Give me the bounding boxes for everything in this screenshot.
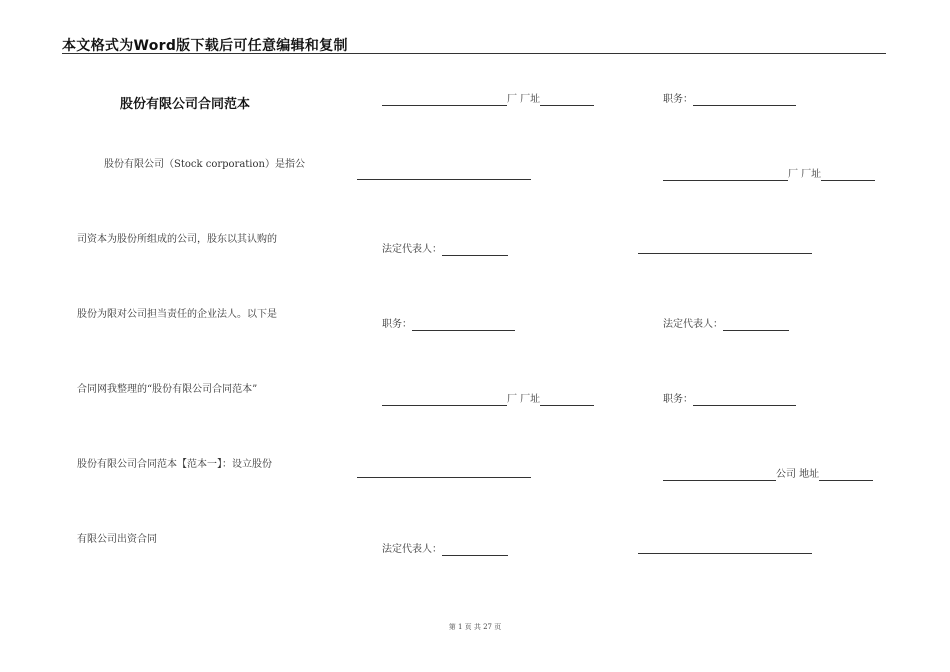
legal-rep-label: 法定代表人： <box>382 244 442 255</box>
blank-line <box>821 169 875 181</box>
signature-line <box>638 253 812 254</box>
blank-line <box>540 394 594 406</box>
paragraph-line: 合同网我整理的“股份有限公司合同范本” <box>77 384 258 395</box>
position-field <box>382 318 515 331</box>
paragraph-line: 股份为限对公司担当责任的企业法人。以下是 <box>77 309 277 320</box>
factory-address-label: 厂 厂址 <box>507 394 541 405</box>
document-title: 股份有限公司合同范本 <box>120 97 251 112</box>
factory-address-field <box>382 393 594 406</box>
position-field <box>663 393 796 406</box>
paragraph-line: 股份有限公司合同范本【范本一】：设立股份 <box>77 459 272 470</box>
blank-line <box>412 319 515 331</box>
factory-address-label: 厂 厂址 <box>788 169 822 180</box>
signature-line <box>357 477 531 478</box>
blank-line <box>663 169 788 181</box>
blank-line <box>693 394 796 406</box>
blank-line <box>382 94 507 106</box>
blank-line <box>819 469 873 481</box>
blank-line <box>693 94 796 106</box>
position-label: 职务： <box>663 394 693 405</box>
signature-line <box>638 553 812 554</box>
blank-line <box>442 244 508 256</box>
company-address-label: 公司 地址 <box>776 469 820 480</box>
position-label: 职务： <box>382 319 412 330</box>
factory-address-label: 厂 厂址 <box>507 94 541 105</box>
blank-line <box>723 319 789 331</box>
paragraph-line: 有限公司出资合同 <box>77 534 157 545</box>
legal-rep-field <box>382 243 508 256</box>
blank-line <box>442 544 508 556</box>
legal-rep-label: 法定代表人： <box>382 544 442 555</box>
blank-line <box>540 94 594 106</box>
blank-line <box>663 469 776 481</box>
position-field <box>663 93 796 106</box>
position-label: 职务： <box>663 94 693 105</box>
header-divider <box>62 53 886 54</box>
page-number: 第 1 页 共 27 页 <box>448 623 502 631</box>
signature-line <box>357 179 531 180</box>
legal-rep-field <box>663 318 789 331</box>
factory-address-field <box>663 168 875 181</box>
legal-rep-label: 法定代表人： <box>663 319 723 330</box>
blank-line <box>382 394 507 406</box>
paragraph-line: 股份有限公司（Stock corporation）是指公 <box>104 159 305 170</box>
page-header: 本文格式为Word版下载后可任意编辑和复制 <box>62 38 348 54</box>
legal-rep-field <box>382 543 508 556</box>
factory-address-field <box>382 93 594 106</box>
company-address-field <box>663 468 873 481</box>
paragraph-line: 司资本为股份所组成的公司，股东以其认购的 <box>77 234 277 245</box>
